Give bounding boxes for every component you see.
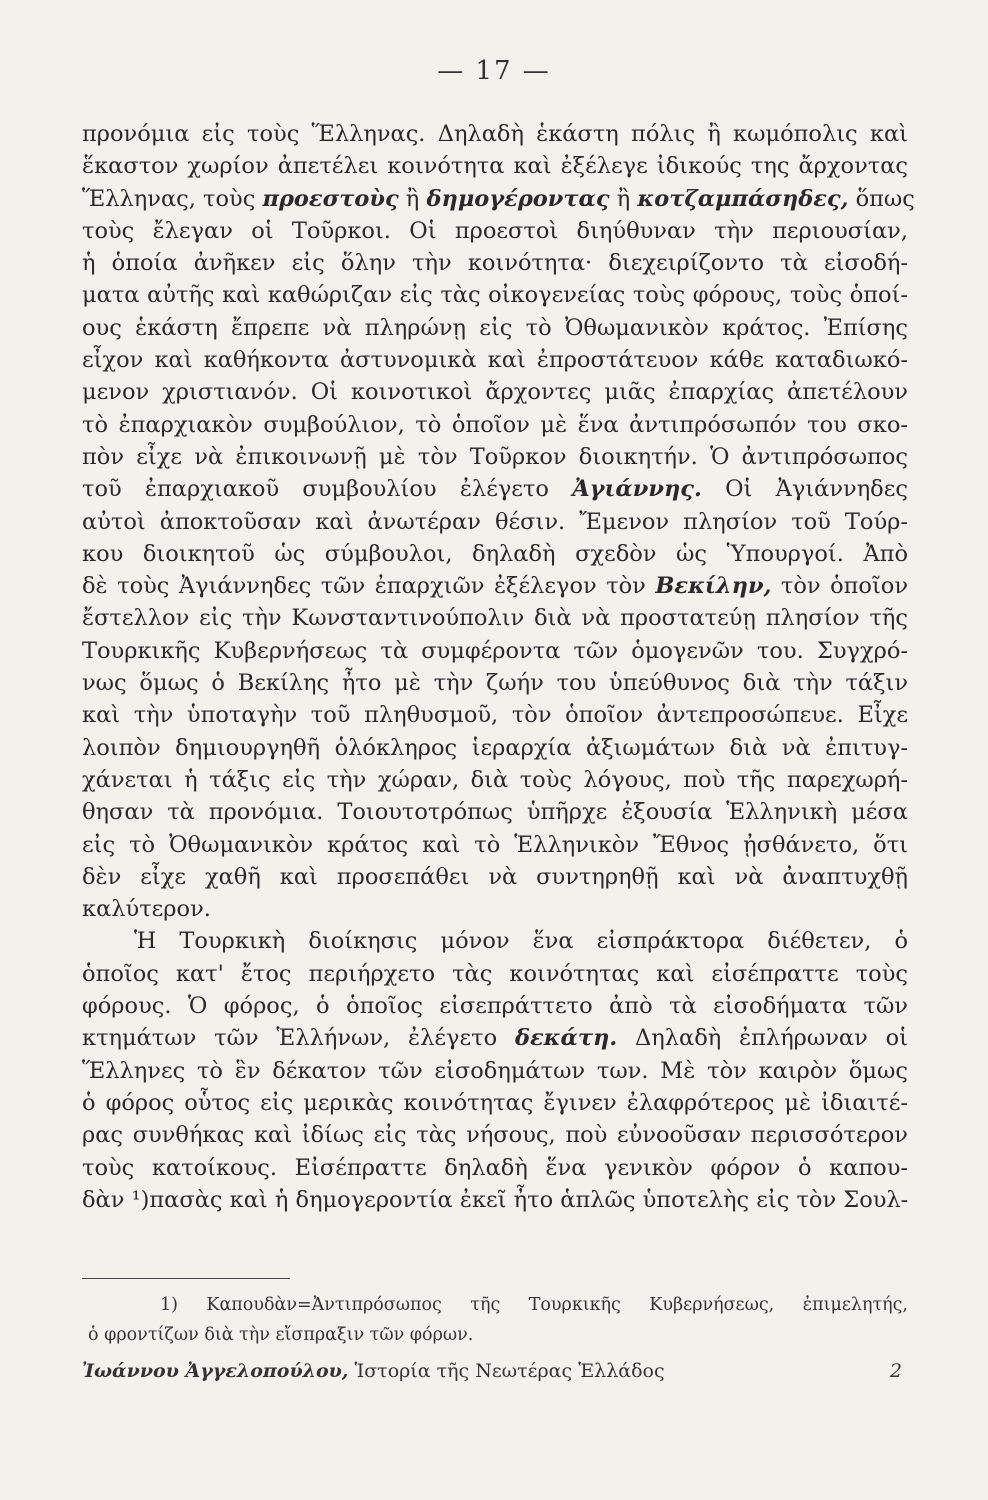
text-line xyxy=(82,796,908,828)
text-segment: ἡ ὁποία ἀνῆκεν εἰς ὅλην τὴν κοινότητα· διεχειρίζοντο τὰ εἰσοδή- xyxy=(82,250,908,277)
text-line xyxy=(82,1022,908,1054)
text-line xyxy=(82,409,908,441)
text-line xyxy=(82,570,908,602)
text-segment: λοιπὸν δημιουργηθῆ ὁλόκληρος ἱεραρχία ἀξιωμάτων διὰ νὰ ἐπιτυγ- xyxy=(82,734,908,761)
text-segment: τοὺς κατοίκους. Εἰσέπραττε δηλαδὴ ἕνα γενικὸν φόρον ὁ καπου- xyxy=(82,1154,908,1181)
emphasized-term: Ἀγιάννης. xyxy=(572,476,702,503)
text-line xyxy=(82,441,908,473)
text-line xyxy=(82,344,908,376)
footnote-divider xyxy=(82,1278,290,1279)
text-segment: δὲ τοὺς Ἀγιάννηδες τῶν ἐπαρχιῶν ἐξέλεγον τὸν xyxy=(82,573,656,600)
text-segment: νως ὅμως ὁ Βεκίλης ἦτο μὲ τὴν ζωήν του ὑπεύθυνος διὰ τὴν τάξιν xyxy=(82,670,908,697)
text-line xyxy=(82,925,908,957)
text-line xyxy=(82,1184,908,1216)
text-segment: πὸν εἶχε νὰ ἐπικοινωνῇ μὲ τὸν Τοῦρκον διοικητήν. Ὁ ἀντιπρόσωπος xyxy=(82,443,908,470)
text-line xyxy=(82,1119,908,1151)
text-segment: κτημάτων τῶν Ἑλλήνων, ἐλέγετο xyxy=(82,1025,515,1052)
text-line xyxy=(82,958,908,990)
text-segment: δὲν εἶχε χαθῆ καὶ προσεπάθει νὰ συντηρηθῇ καὶ νὰ ἀναπτυχθῇ xyxy=(82,863,908,890)
text-segment: κου διοικητοῦ ὡς σύμβουλοι, δηλαδὴ σχεδὸν ὡς Ὑπουργοί. Ἀπὸ xyxy=(82,540,908,567)
text-line xyxy=(82,118,908,150)
text-segment: ὅπως xyxy=(848,185,915,212)
text-segment: προνόμια εἰς τοὺς Ἕλληνας. Δηλαδὴ ἑκάστη πόλις ἢ κωμόπολις καὶ xyxy=(82,121,908,147)
text-line xyxy=(82,279,908,311)
text-line xyxy=(82,376,908,408)
body-text xyxy=(82,118,915,1216)
emphasized-term: δεκάτη. xyxy=(514,1025,618,1052)
text-segment: εἰς τὸ Ὀθωμανικὸν κράτος καὶ τὸ Ἑλληνικὸν Ἔθνος ᾐσθάνετο, ὅτι xyxy=(82,831,908,858)
text-segment: Ἕλληνες τὸ ἓν δέκατον τῶν εἰσοδημάτων των. Μὲ τὸν καιρὸν ὅμως xyxy=(82,1057,908,1084)
text-segment: ους ἑκάστη ἔπρεπε νὰ πληρώνῃ εἰς τὸ Ὀθωμανικὸν κράτος. Ἐπίσης xyxy=(82,314,908,341)
text-line xyxy=(82,473,908,505)
text-line xyxy=(82,893,908,925)
emphasized-term: κοτζαμπάσηδες, xyxy=(637,185,849,212)
text-segment: αὐτοὶ ἀποκτοῦσαν καὶ ἀνωτέραν θέσιν. Ἔμενον πλησίον τοῦ Τούρ- xyxy=(82,508,908,535)
emphasized-term: δημογέροντας xyxy=(426,185,610,212)
text-segment: ἢ xyxy=(609,185,638,212)
text-segment: τὸν ὁποῖον xyxy=(771,573,909,600)
text-line xyxy=(82,732,908,764)
text-segment: ἢ xyxy=(398,185,427,212)
text-segment: χάνεται ἡ τάξις εἰς τὴν χώραν, διὰ τοὺς λόγους, ποὺ τῆς παρεχωρή- xyxy=(82,766,908,793)
text-segment: εἶχον καὶ καθήκοντα ἀστυνομικὰ καὶ ἐπροστάτευον κάθε καταδιωκό- xyxy=(82,347,908,374)
text-line xyxy=(82,215,908,247)
text-segment: ὁποῖος κατ' ἔτος περιήρχετο τὰς κοινότητας καὶ εἰσέπραττε τοὺς xyxy=(82,960,908,987)
text-line xyxy=(82,990,908,1022)
emphasized-term: προεστοὺς xyxy=(262,185,399,212)
text-line xyxy=(82,764,908,796)
text-line xyxy=(82,861,908,893)
text-line xyxy=(82,247,908,279)
text-line xyxy=(82,183,915,215)
text-segment: Ἡ Τουρκικὴ διοίκησις μόνον ἕνα εἰσπράκτορα διέθετεν, ὁ xyxy=(134,928,908,955)
text-segment: Τουρκικῆς Κυβερνήσεως τὰ συμφέροντα τῶν ὁμογενῶν του. Συγχρό- xyxy=(82,637,908,664)
text-segment: ἔστελλον εἰς τὴν Κωνσταντινούπολιν διὰ νὰ προστατεύῃ πλησίον τῆς xyxy=(82,605,908,632)
page-number: — 17 — xyxy=(437,56,551,86)
text-segment: Ἕλληνας, τοὺς xyxy=(82,185,263,212)
signature-title: Ἱστορία τῆς Νεωτέρας Ἑλλάδος xyxy=(354,1360,665,1382)
text-segment: τοὺς ἔλεγαν οἱ Τοῦρκοι. Οἱ προεστοὶ διηύθυναν τὴν περιουσίαν, xyxy=(82,217,908,244)
text-segment: θησαν τὰ προνόμια. Τοιουτοτρόπως ὑπῆρχε ἐξουσία Ἑλληνικὴ μέσα xyxy=(82,799,908,826)
text-line xyxy=(82,635,908,667)
text-line xyxy=(82,150,908,182)
text-line xyxy=(82,538,908,570)
footnote-line: 1) Καπουδὰν=Ἀντιπρόσωπος τῆς Τουρκικῆς Κυβερνήσεως, ἐπιμελητής, xyxy=(160,1295,908,1315)
signature-sheet-number: 2 xyxy=(889,1360,902,1382)
footnotes xyxy=(82,1290,908,1350)
text-segment: δὰν ¹)πασὰς καὶ ἡ δημογεροντία ἐκεῖ ἦτο ἁπλῶς ὑποτελὴς εἰς τὸν Σουλ- xyxy=(82,1186,909,1213)
text-line xyxy=(82,1152,908,1184)
text-segment: μενον χριστιανόν. Οἱ κοινοτικοὶ ἄρχοντες μιᾶς ἐπαρχίας ἀπετέλουν xyxy=(82,379,908,406)
text-line xyxy=(82,667,908,699)
text-line xyxy=(82,312,908,344)
text-segment: ὁ φόρος οὗτος εἰς μερικὰς κοινότητας ἔγινεν ἐλαφρότερος μὲ ἰδιαιτέ- xyxy=(82,1089,908,1116)
text-segment: καλύτερον. xyxy=(82,896,211,923)
footnote-line: ὁ φροντίζων διὰ τὴν εἴσπραξιν τῶν φόρων. xyxy=(88,1325,474,1345)
text-segment: Δηλαδὴ ἐπλήρωναν οἱ xyxy=(617,1025,909,1052)
text-line xyxy=(82,1087,908,1119)
text-line xyxy=(82,699,908,731)
text-segment: Οἱ Ἀγιάννηδες xyxy=(701,476,908,503)
text-line xyxy=(82,829,908,861)
text-segment: ρας συνθήκας καὶ ἰδίως εἰς τὰς νήσους, ποὺ εὐνοοῦσαν περισσότερον xyxy=(82,1122,908,1149)
book-signature xyxy=(82,1358,908,1384)
text-segment: φόρους. Ὁ φόρος, ὁ ὁποῖος εἰσεπράττετο ἀπὸ τὰ εἰσοδήματα τῶν xyxy=(82,993,908,1020)
text-line xyxy=(82,602,908,634)
text-line xyxy=(82,506,908,538)
text-segment: ἕκαστον χωρίον ἀπετέλει κοινότητα καὶ ἐξέλεγε ἰδικούς της ἄρχοντας xyxy=(82,153,908,180)
emphasized-term: Βεκίλην, xyxy=(655,573,772,600)
signature-author: Ἰωάννου Ἀγγελοπούλου, xyxy=(82,1360,349,1382)
text-segment: τοῦ ἐπαρχιακοῦ συμβουλίου ἐλέγετο xyxy=(82,476,573,503)
text-segment: καὶ τὴν ὑποταγὴν τοῦ πληθυσμοῦ, τὸν ὁποῖον ἀντεπροσώπευε. Εἶχε xyxy=(82,702,908,729)
text-line xyxy=(82,1055,908,1087)
text-segment: τὸ ἐπαρχιακὸν συμβούλιον, τὸ ὁποῖον μὲ ἕνα ἀντιπρόσωπόν του σκο- xyxy=(82,411,908,438)
text-segment: ματα αὐτῆς καὶ καθώριζαν εἰς τὰς οἰκογενείας τοὺς φόρους, τοὺς ὁποί- xyxy=(82,282,908,309)
